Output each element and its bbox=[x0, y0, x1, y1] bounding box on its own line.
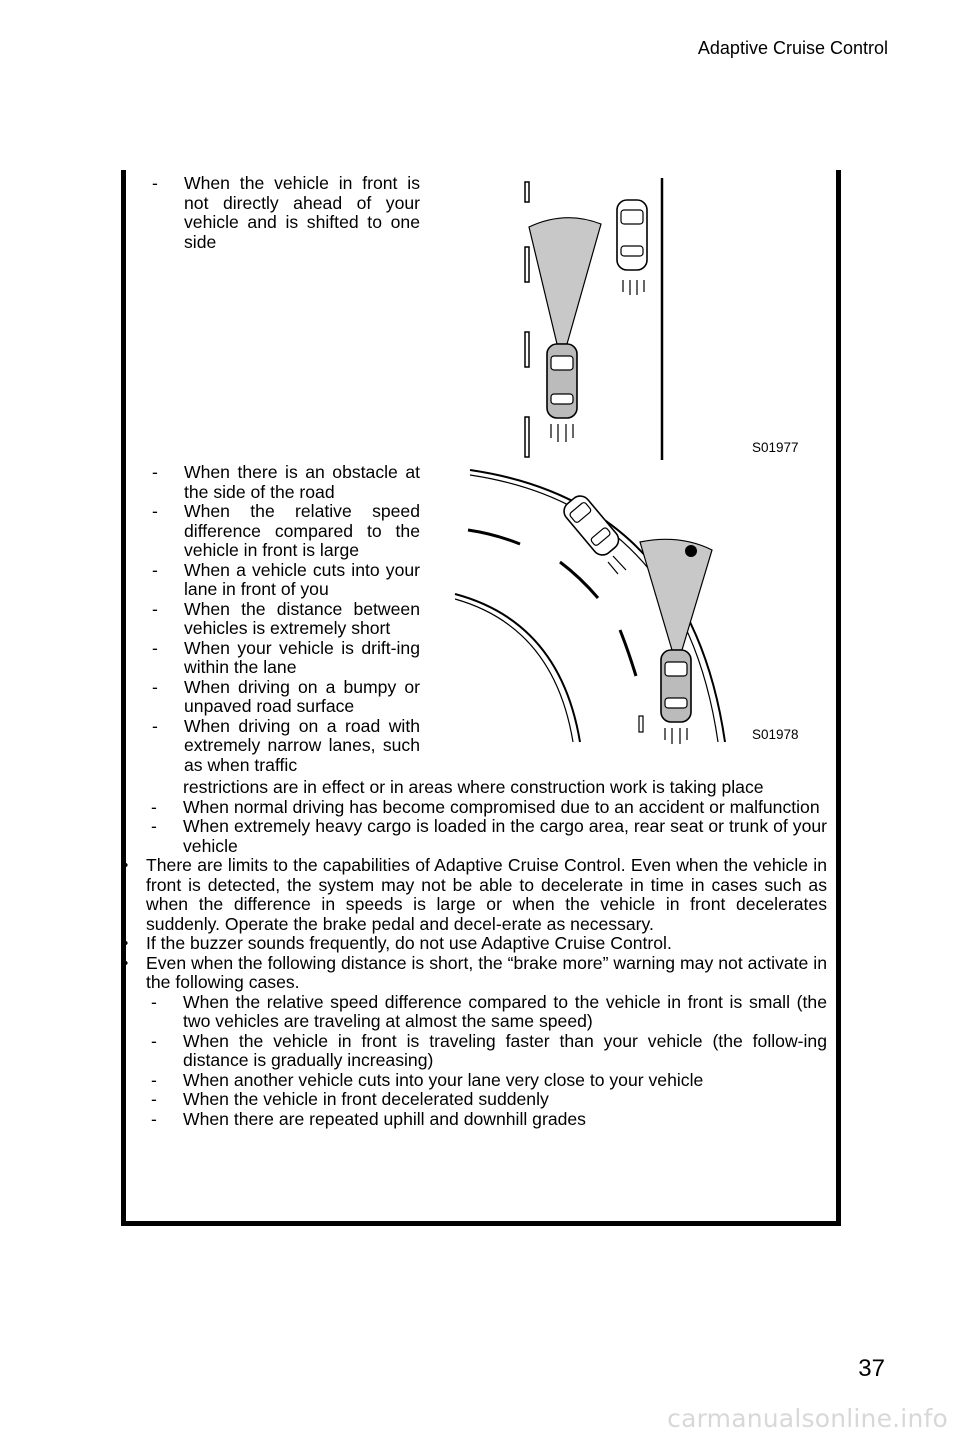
full-width-list bbox=[115, 778, 827, 1129]
list-item-text: When the vehicle in front is traveling faster than your vehicle (the follow-ing distance is gradually increasing) bbox=[183, 1030, 827, 1070]
bullet-marker: • bbox=[123, 954, 129, 972]
list-item bbox=[152, 174, 420, 252]
list-item-text: When there are repeated uphill and downhill grades bbox=[183, 1108, 586, 1129]
list-item bbox=[152, 678, 420, 717]
list-item bbox=[115, 1090, 827, 1110]
bullet-text: There are limits to the capabilities of Adaptive Cruise Control. Even when the vehicle in front is detected, the system may not be able to decelerate in time in cases such as when the difference in speeds is large or when the vehicle in front decelerates suddenly. Operate the brake pedal and decel-erate as necessary. bbox=[146, 855, 827, 934]
list-item bbox=[115, 817, 827, 856]
bullet-item bbox=[115, 856, 827, 934]
list-item bbox=[115, 1032, 827, 1071]
left-column-list bbox=[152, 174, 420, 775]
dash-marker: - bbox=[151, 1069, 157, 1090]
list-item-text: When another vehicle cuts into your lane very close to your vehicle bbox=[183, 1069, 704, 1090]
list-item bbox=[152, 717, 420, 776]
list-item bbox=[115, 993, 827, 1032]
list-item-text: When the relative speed difference compared to the vehicle in front is small (the two vehicles are traveling at almost the same speed) bbox=[183, 991, 827, 1031]
list-item bbox=[115, 1071, 827, 1091]
list-item bbox=[152, 502, 420, 561]
dash-marker: - bbox=[152, 637, 158, 658]
list-item-text: When the distance between vehicles is extremely short bbox=[184, 598, 420, 638]
dash-marker: - bbox=[151, 1030, 157, 1051]
list-item-text: When a vehicle cuts into your lane in front of you bbox=[184, 559, 420, 599]
dash-marker: - bbox=[152, 715, 158, 736]
list-item-text: When the relative speed difference compared to the vehicle in front is large bbox=[184, 501, 420, 560]
list-item-text: When normal driving has become compromised due to an accident or malfunction bbox=[183, 796, 820, 817]
figure-curved-road bbox=[450, 462, 730, 752]
dash-marker: - bbox=[152, 559, 158, 580]
bullet-item bbox=[115, 954, 827, 993]
dash-marker: - bbox=[151, 1089, 157, 1109]
list-item bbox=[152, 600, 420, 639]
bullet-item bbox=[115, 934, 827, 954]
dash-marker: - bbox=[152, 173, 158, 193]
dash-marker: - bbox=[151, 796, 157, 817]
dash-marker: - bbox=[151, 1108, 157, 1129]
list-item bbox=[152, 561, 420, 600]
bullet-text: If the buzzer sounds frequently, do not use Adaptive Cruise Control. bbox=[146, 933, 672, 953]
list-item-continuation: restrictions are in effect or in areas where construction work is taking place bbox=[183, 777, 764, 797]
figure-code-s01977: S01977 bbox=[752, 440, 799, 455]
list-item-text: When driving on a road with extremely narrow lanes, such as when traffic bbox=[184, 715, 420, 775]
dash-marker: - bbox=[151, 991, 157, 1012]
list-item bbox=[115, 1110, 827, 1130]
list-item-text: When the vehicle in front is not directly ahead of your vehicle and is shifted to one side bbox=[184, 173, 420, 252]
page-number: 37 bbox=[858, 1355, 885, 1382]
list-item-text: When the vehicle in front decelerated suddenly bbox=[183, 1089, 549, 1109]
dash-marker: - bbox=[152, 598, 158, 619]
list-item bbox=[152, 639, 420, 678]
page-header-title: Adaptive Cruise Control bbox=[697, 38, 888, 58]
figure-code-s01978: S01978 bbox=[752, 727, 799, 742]
watermark: carmanualsonline.info bbox=[667, 1404, 948, 1433]
dash-marker: - bbox=[151, 816, 157, 836]
list-item-text: When extremely heavy cargo is loaded in the cargo area, rear seat or trunk of your vehicle bbox=[183, 816, 827, 856]
bullet-marker: • bbox=[123, 935, 129, 952]
curved-road-illustration bbox=[450, 462, 730, 752]
list-item bbox=[152, 463, 420, 502]
bullet-text: Even when the following distance is short, the “brake more” warning may not activate in the following cases. bbox=[146, 952, 827, 992]
dash-marker: - bbox=[152, 501, 158, 521]
list-item-text: When your vehicle is drift-ing within the lane bbox=[184, 637, 420, 677]
dash-marker: - bbox=[152, 676, 158, 697]
offset-vehicle-illustration bbox=[505, 172, 815, 464]
list-item bbox=[115, 798, 827, 818]
list-item-text: When driving on a bumpy or unpaved road surface bbox=[184, 676, 420, 716]
figure-offset-vehicle bbox=[505, 172, 815, 464]
dash-marker: - bbox=[152, 462, 158, 482]
bullet-marker: • bbox=[123, 857, 129, 874]
list-item-text: When there is an obstacle at the side of the road bbox=[184, 462, 420, 502]
